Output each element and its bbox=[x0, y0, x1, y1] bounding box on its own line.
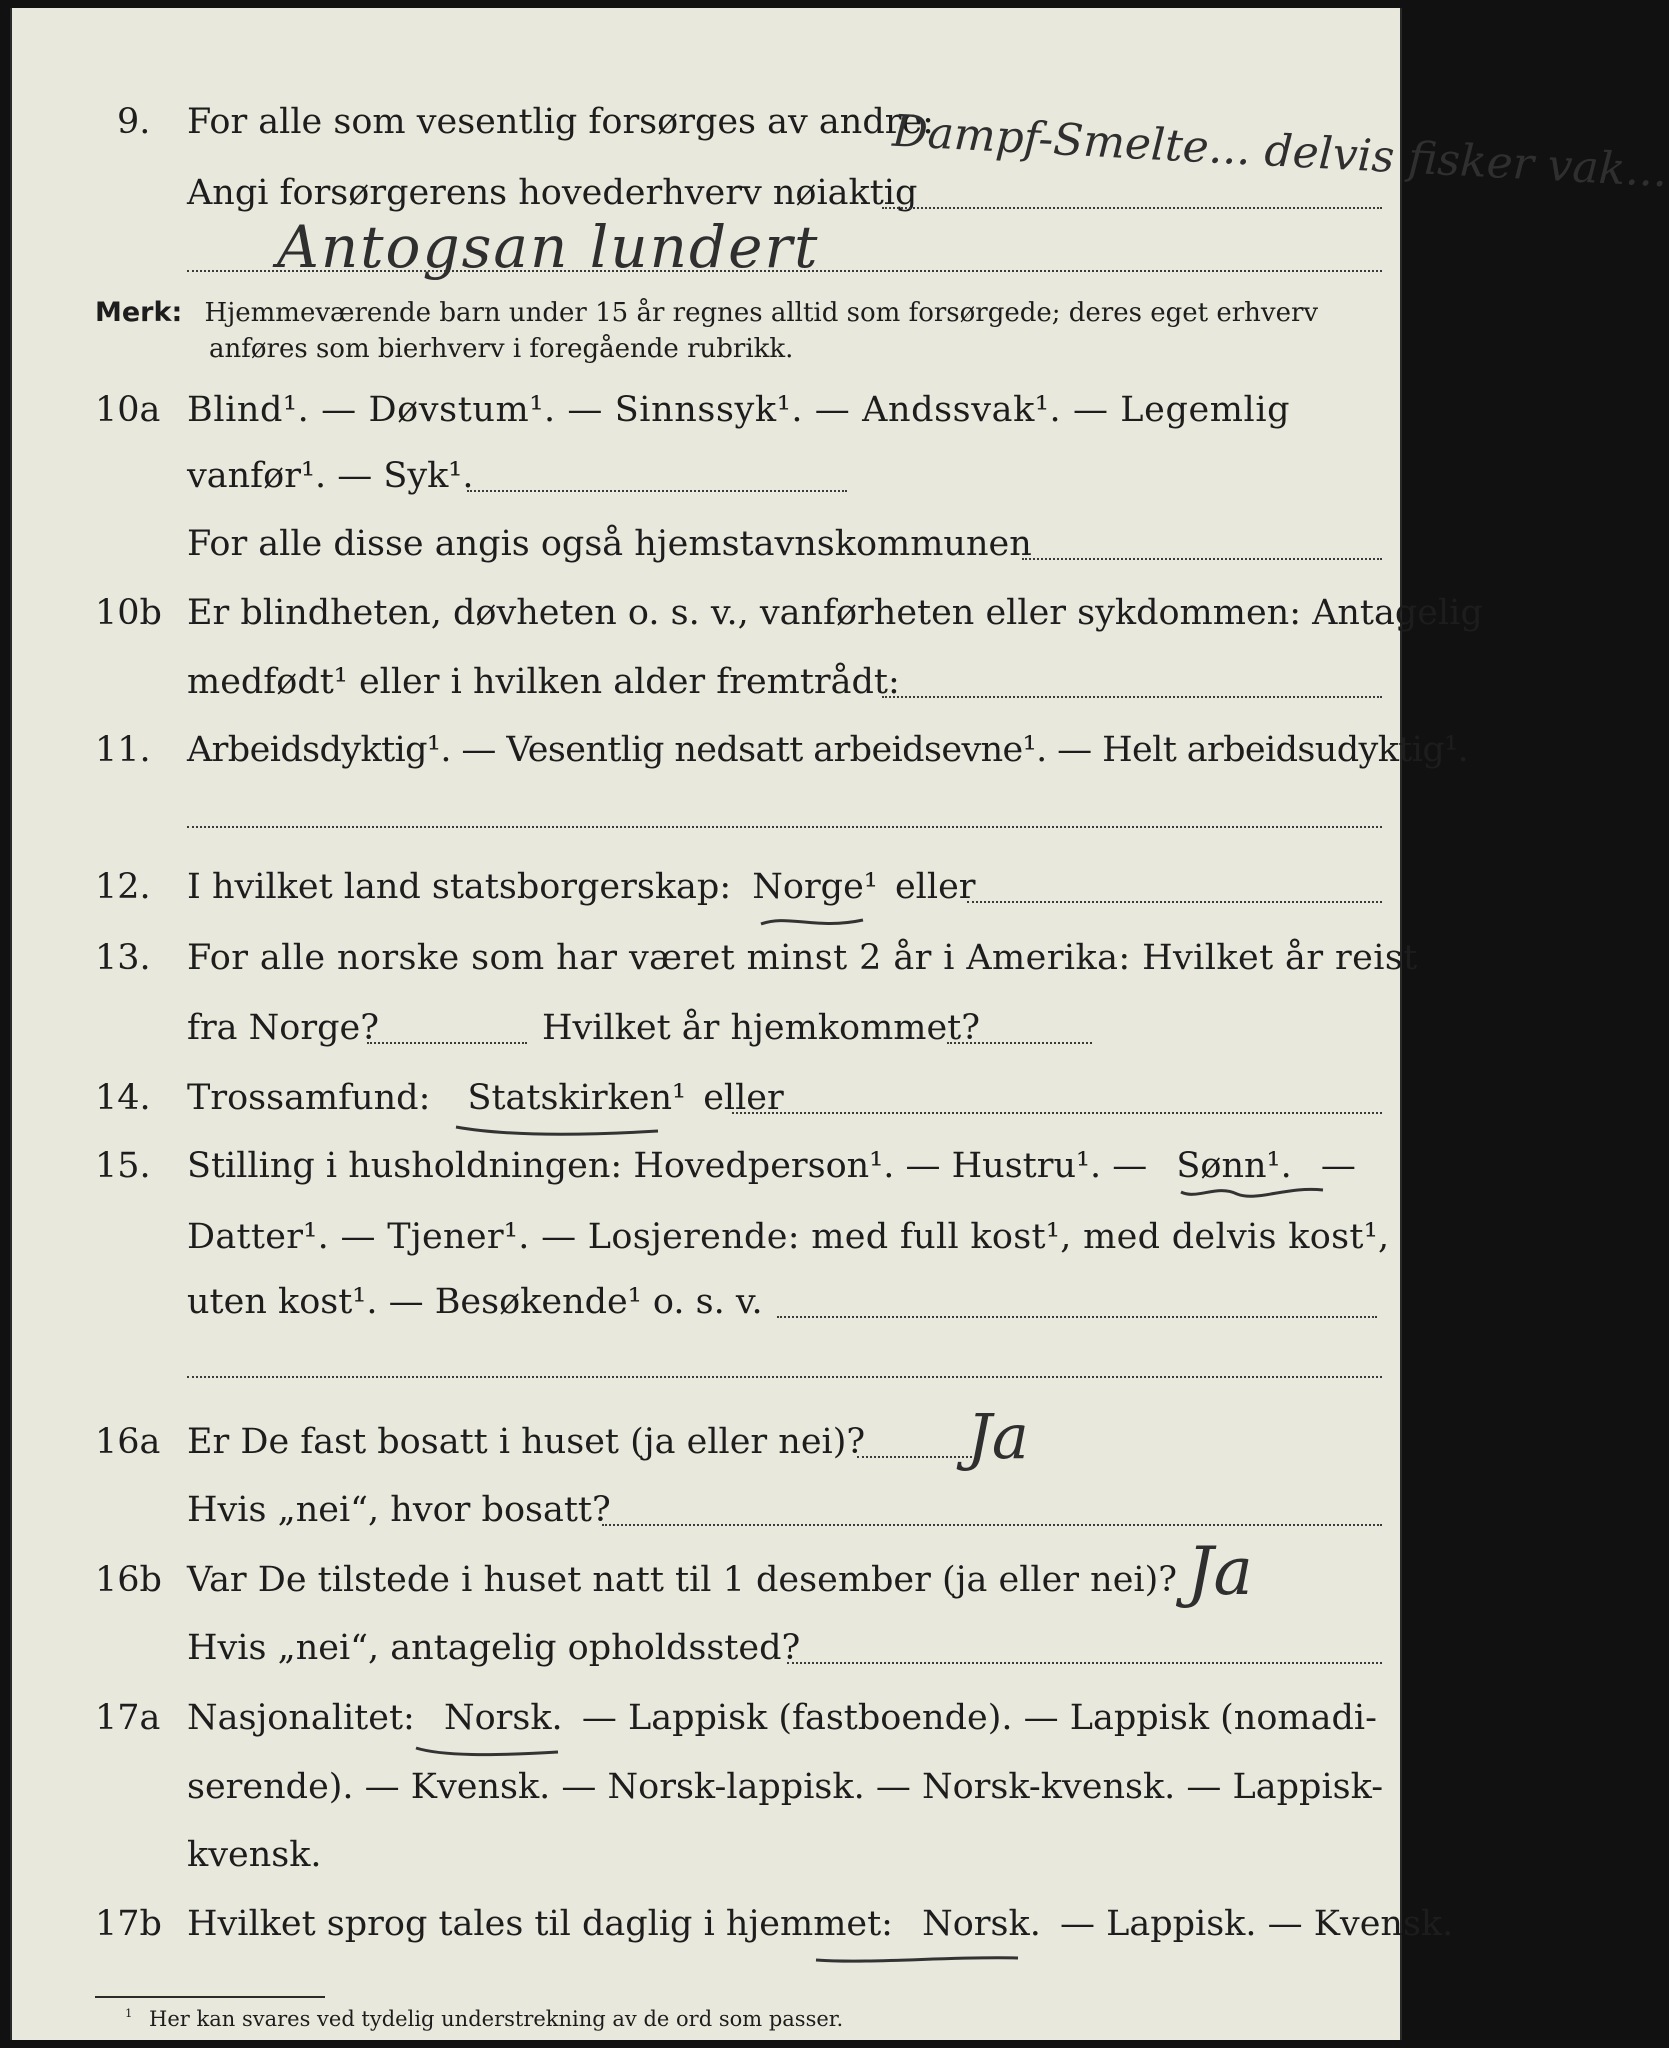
q13-reist-line bbox=[367, 1042, 527, 1044]
q16b-opholdssted-line bbox=[787, 1662, 1382, 1664]
q15-line1c: — bbox=[1320, 1146, 1356, 1186]
q12-answer-line bbox=[967, 901, 1382, 903]
merk-label: Merk: bbox=[95, 297, 183, 328]
q10a-number: 10a bbox=[95, 390, 161, 430]
q10a-line1: Blind¹. — Døvstum¹. — Sinnssyk¹. — Andssvak¹. — Legemlig bbox=[187, 390, 1291, 430]
q15-answer-line-2 bbox=[187, 1376, 1382, 1378]
q11-number: 11. bbox=[95, 730, 151, 770]
q17b-label: Hvilket sprog tales til daglig i hjemmet: bbox=[187, 1904, 893, 1944]
q10b-line2: medfødt¹ eller i hvilken alder fremtrådt: bbox=[187, 662, 900, 702]
q17b-line1c: — Lappisk. — Kvensk. bbox=[1059, 1904, 1454, 1944]
census-form-page bbox=[10, 8, 1669, 2040]
q10a-hometown-line bbox=[1022, 558, 1382, 560]
q13-number: 13. bbox=[95, 938, 151, 978]
q12-line bbox=[187, 865, 976, 909]
q16a-handwritten-answer: Ja bbox=[967, 1400, 1029, 1473]
q10b-number: 10b bbox=[95, 593, 162, 633]
q12-underline-mark bbox=[757, 912, 867, 932]
q11-line1: Arbeidsdyktig¹. — Vesentlig nedsatt arbeidsevne¹. — Helt arbeidsudyktig¹. bbox=[187, 730, 1469, 770]
q16a-line1: Er De fast bosatt i huset (ja eller nei)? bbox=[187, 1422, 866, 1462]
q15-line3: uten kost¹. — Besøkende¹ o. s. v. bbox=[187, 1282, 763, 1322]
q17b-option-norsk: Norsk. bbox=[922, 1904, 1041, 1944]
q17a-label: Nasjonalitet: bbox=[187, 1698, 415, 1738]
q15-underline-mark bbox=[1177, 1180, 1327, 1204]
q13-hjemkommet-line bbox=[947, 1042, 1092, 1044]
q17b-line1 bbox=[187, 1902, 1453, 1946]
q10b-line1: Er blindheten, døvheten o. s. v., vanførheten eller sykdommen: Antagelig bbox=[187, 593, 1483, 633]
q16b-handwritten-answer: Ja bbox=[1187, 1533, 1253, 1610]
q11-answer-line bbox=[187, 826, 1382, 828]
q9-number: 9. bbox=[117, 102, 151, 142]
q17b-number: 17b bbox=[95, 1904, 162, 1944]
q12-number: 12. bbox=[95, 867, 151, 907]
footnote-mark: 1 bbox=[125, 2006, 133, 2020]
q17a-number: 17a bbox=[95, 1698, 161, 1738]
q13-line2a: fra Norge? bbox=[187, 1008, 379, 1048]
merk-line2: anføres som bierhverv i foregående rubrikk. bbox=[209, 334, 794, 364]
q17a-line1c: — Lappisk (fastboende). — Lappisk (nomadi- bbox=[581, 1698, 1377, 1738]
merk-line1: Hjemmeværende barn under 15 år regnes alltid som forsørgede; deres eget erhverv bbox=[204, 298, 1319, 328]
q17a-underline-mark bbox=[412, 1742, 562, 1762]
q12-option-norge: Norge¹ bbox=[752, 867, 878, 907]
q16b-number: 16b bbox=[95, 1560, 162, 1600]
q14-option-statskirken: Statskirken¹ bbox=[467, 1078, 687, 1118]
q16a-line2: Hvis „nei“, hvor bosatt? bbox=[187, 1490, 611, 1530]
handwritten-scrawl: Antogsan lundert bbox=[277, 213, 820, 281]
q9-handwritten-answer: Dampf-Smelte... delvis fisker vak... bbox=[891, 105, 1669, 198]
q10a-line2: vanfør¹. — Syk¹. bbox=[187, 456, 474, 496]
q14-number: 14. bbox=[95, 1078, 151, 1118]
q13-line1: For alle norske som har været minst 2 år i Amerika: Hvilket år reist bbox=[187, 938, 1418, 978]
q17a-line2: serende). — Kvensk. — Norsk-lappisk. — Norsk-kvensk. — Lappisk- bbox=[187, 1767, 1384, 1807]
q17a-option-norsk: Norsk. bbox=[443, 1698, 563, 1738]
q15-line1a: Stilling i husholdningen: Hovedperson¹. — Hustru¹. — bbox=[187, 1146, 1148, 1186]
q15-answer-line bbox=[777, 1316, 1377, 1318]
q16a-number: 16a bbox=[95, 1422, 161, 1462]
q13-line2b: Hvilket år hjemkommet? bbox=[542, 1008, 981, 1048]
q14-underline-mark bbox=[452, 1121, 662, 1141]
q16b-line2: Hvis „nei“, antagelig opholdssted? bbox=[187, 1628, 801, 1668]
q17b-underline-mark bbox=[812, 1950, 1022, 1970]
q9-line2: Angi forsørgerens hovederhverv nøiaktig bbox=[187, 173, 918, 213]
footnote bbox=[125, 2006, 843, 2031]
q15-line2: Datter¹. — Tjener¹. — Losjerende: med full kost¹, med delvis kost¹, bbox=[187, 1217, 1390, 1257]
footnote-rule bbox=[95, 1996, 325, 1998]
q14-prefix: Trossamfund: bbox=[187, 1078, 431, 1118]
q16b-line1: Var De tilstede i huset natt til 1 desember (ja eller nei)? bbox=[187, 1560, 1178, 1600]
q12-prefix: I hvilket land statsborgerskap: bbox=[187, 867, 732, 907]
q9-answer-line bbox=[882, 207, 1382, 209]
q14-answer-line bbox=[732, 1112, 1382, 1114]
q16a-bosatt-line bbox=[602, 1524, 1382, 1526]
q17a-line1 bbox=[187, 1696, 1377, 1740]
q15-number: 15. bbox=[95, 1146, 151, 1186]
q17a-line3: kvensk. bbox=[187, 1835, 322, 1875]
q16a-answer-line bbox=[857, 1456, 972, 1458]
merk-note bbox=[95, 296, 1318, 330]
q15-option-sonn: Sønn¹. bbox=[1176, 1146, 1292, 1186]
footnote-text: Her kan svares ved tydelig understrekning av de ord som passer. bbox=[149, 2006, 844, 2031]
q10b-answer-line bbox=[882, 696, 1382, 698]
q9-line1: For alle som vesentlig forsørges av andre: bbox=[187, 102, 934, 142]
q10a-line3: For alle disse angis også hjemstavnskommunen bbox=[187, 524, 1032, 564]
q10a-answer-line bbox=[467, 490, 847, 492]
q12-suffix: eller bbox=[894, 867, 976, 907]
q14-suffix: eller bbox=[703, 1078, 784, 1118]
q14-line bbox=[187, 1076, 784, 1120]
